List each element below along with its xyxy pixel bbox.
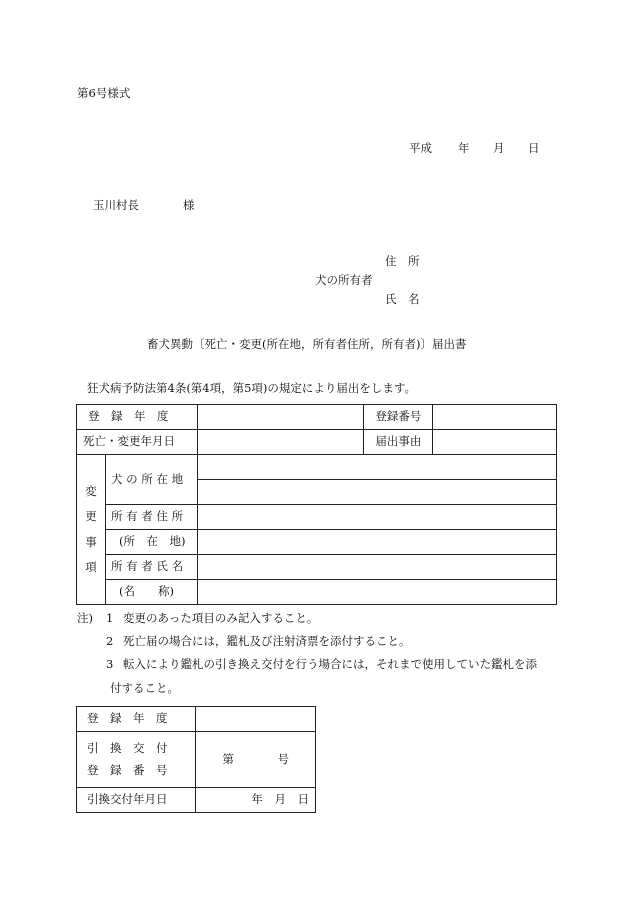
form-number: 第6号様式 <box>77 86 131 100</box>
date-day: 日 <box>528 141 540 155</box>
reason-label: 届出事由 <box>364 430 433 455</box>
date-year: 年 <box>458 141 470 155</box>
intro-text: 狂犬病予防法第4条(第4項，第5項)の規定により届出をします。 <box>87 381 416 395</box>
owner-address-label: 所 有 者 住 所 <box>105 505 197 530</box>
reg-number-label: 登録番号 <box>364 405 433 430</box>
exchange-table <box>76 706 316 813</box>
owner-name-label: 所 有 者 氏 名 <box>105 555 197 580</box>
note-2-text: 死亡届の場合には，鑑札及び注射済票を添付すること。 <box>123 634 411 648</box>
note-3-text: 転入により鑑札の引き換え交付を行う場合には，それまで使用していた鑑札を添 <box>123 657 537 671</box>
t2-exchange-date-field[interactable]: 年 月 日 <box>196 788 316 813</box>
notification-table <box>76 404 557 605</box>
applicant-name-label: 氏 名 <box>385 292 420 306</box>
note-3-num: 3 <box>106 657 114 671</box>
reg-year-label: 登 録 年 度 <box>88 409 169 424</box>
t2-number-suffix: 号 <box>277 751 289 766</box>
reg-number-field[interactable] <box>433 405 557 430</box>
date-month: 月 <box>493 141 505 155</box>
owner-address-field[interactable] <box>197 505 556 530</box>
owner-designation-field[interactable] <box>197 580 556 605</box>
t2-number-field[interactable] <box>196 732 316 788</box>
dog-location-label: 犬 の 所 在 地 <box>105 455 197 505</box>
applicant-owner-label: 犬の所有者 <box>315 273 373 287</box>
t2-exchange-date-label: 引換交付年月日 <box>77 788 196 813</box>
owner-name-sub-label: (名 称) <box>105 580 197 605</box>
t2-exchange-label-2: 登 録 番 号 <box>87 763 168 777</box>
note-2-num: 2 <box>106 634 114 648</box>
dog-location-field-2[interactable] <box>197 480 556 505</box>
t2-exchange-label-1: 引 換 交 付 <box>87 740 168 755</box>
addressee-name: 玉川村長 <box>93 198 139 212</box>
change-date-field[interactable] <box>197 430 364 455</box>
change-items-label: 変 更 事 項 <box>77 455 106 605</box>
change-date-label: 死亡・変更年月日 <box>77 430 198 455</box>
t2-reg-year-label: 登 録 年 度 <box>87 711 168 726</box>
owner-name-field[interactable] <box>197 555 556 580</box>
t2-number-prefix: 第 <box>222 751 234 766</box>
owner-location-field[interactable] <box>197 530 556 555</box>
document-title: 畜犬異動〔死亡・変更(所在地，所有者住所，所有者)〕届出書 <box>147 337 467 351</box>
addressee-honorific: 様 <box>183 198 195 212</box>
owner-address-sub-label: (所 在 地) <box>105 530 197 555</box>
note-3-continued: 付すること。 <box>110 681 179 695</box>
note-1-text: 変更のあった項目のみ記入すること。 <box>123 611 319 625</box>
dog-location-field-1[interactable] <box>197 455 556 480</box>
date-era: 平成 <box>409 141 432 155</box>
reason-field[interactable] <box>433 430 557 455</box>
t2-reg-year-field[interactable] <box>196 707 316 732</box>
applicant-address-label: 住 所 <box>385 254 420 268</box>
notes-prefix: 注) <box>77 611 93 625</box>
note-1-num: 1 <box>106 611 114 625</box>
reg-year-field[interactable] <box>197 405 364 430</box>
